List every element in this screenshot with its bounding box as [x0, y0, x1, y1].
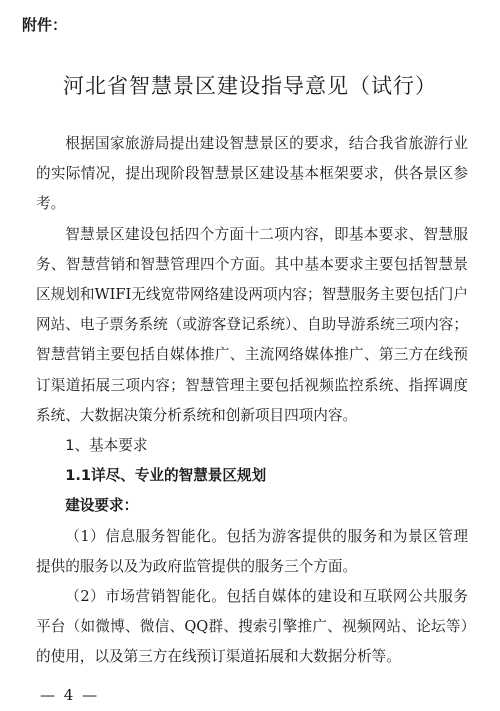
requirement-item: （1）信息服务智能化。包括为游客提供的服务和为景区管理提供的服务以及为政府监管提供的服务三个方面。 [36, 527, 468, 575]
subsection-heading: 1.1详尽、专业的智慧景区规划 [65, 467, 267, 485]
document-body [36, 129, 468, 673]
section-heading: 1、基本要求 [65, 437, 148, 455]
overview-paragraph: 智慧景区建设包括四个方面十二项内容，即基本要求、智慧服务、智慧营销和智慧管理四个方面。其中基本要求主要包括智慧景区规划和WIFI无线宽带网络建设两项内容；智慧服务主要包括门户网站、电子票务系统（或游客登记系统）、自助导游系统三项内容；智慧营销主要包括自媒体推广、主流网络媒体推广、第三方在线预订渠道拓展三项内容；智慧管理主要包括视频监控系统、指挥调度系统、大数据决策分析系统和创新项目四项内容。 [36, 225, 468, 424]
attachment-label: 附件： [22, 16, 68, 34]
requirement-item: （2）市场营销智能化。包括自媒体的建设和互联网公共服务平台（如微博、微信、QQ群、搜索引擎推广、视频网站、论坛等）的使用，以及第三方在线预订渠道拓展和大数据分析等。 [36, 588, 468, 666]
document-title: 河北省智慧景区建设指导意见（试行） [63, 74, 437, 98]
intro-paragraph: 根据国家旅游局提出建设智慧景区的要求，结合我省旅游行业的实际情况，提出现阶段智慧景区建设基本框架要求，供各景区参考。 [36, 135, 468, 213]
requirements-label: 建设要求： [65, 497, 139, 515]
page-number: — 4 — [40, 686, 100, 704]
